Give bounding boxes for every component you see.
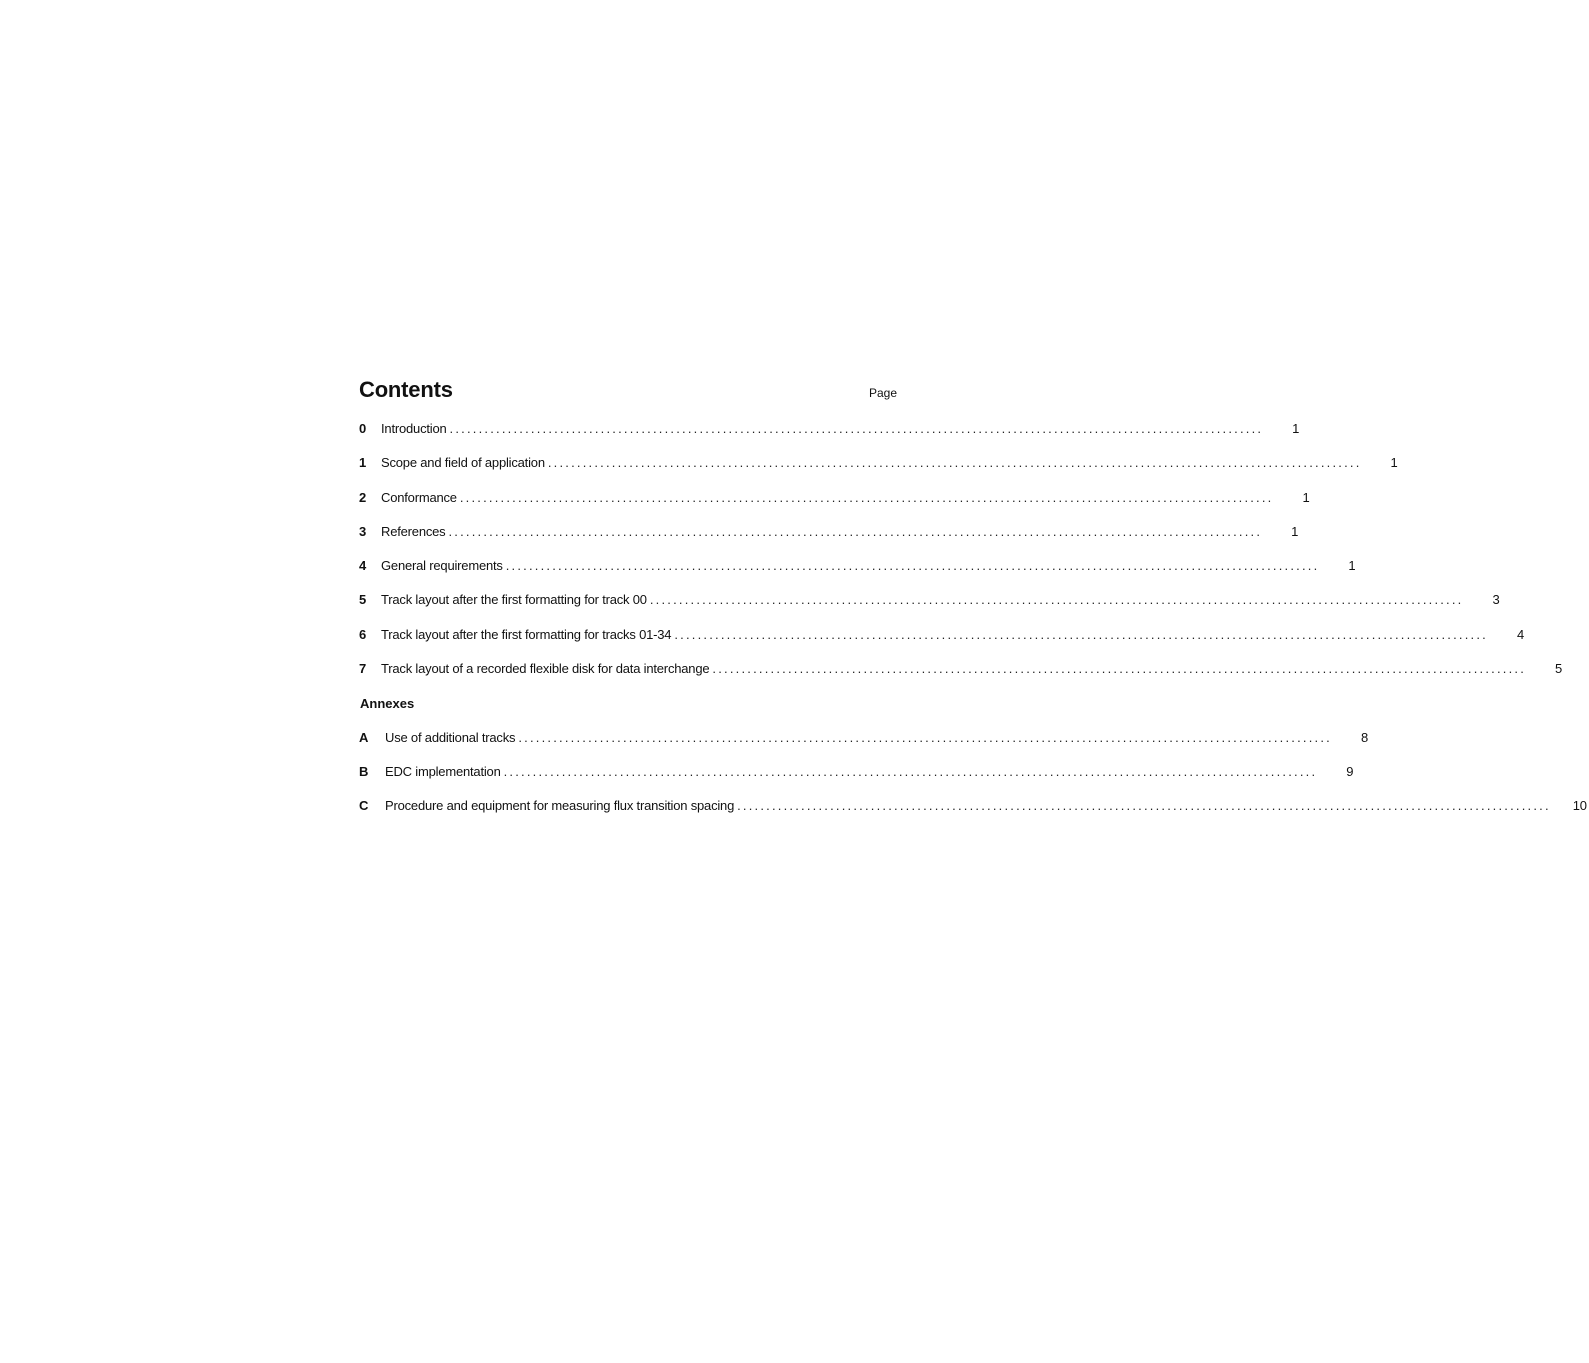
toc-entry-number: A [359,729,369,745]
toc-entry-page: 5 [1555,661,1563,677]
toc-entry-page: 1 [1292,421,1300,436]
toc-entry-number: 1 [359,455,367,471]
toc-entry-label: EDC implementation [385,763,501,779]
dot-leader: ............................................................................................................................................ [505,558,1320,574]
page-column-label: Page [868,386,897,400]
toc-entry-track-layout-01-34[interactable] [359,626,1524,661]
toc-entry-label: General requirements [381,558,503,574]
toc-entry-label: Use of additional tracks [385,729,516,745]
dot-leader: ............................................................................................................................................ [674,626,1488,642]
toc-entry-number: B [359,763,369,779]
toc-entry-page: 3 [1492,592,1500,608]
toc-entry-page: 4 [1516,626,1524,642]
toc-entry-label: Scope and field of application [381,455,545,471]
toc-entry-number: 0 [359,421,367,436]
toc-entry-label: Track layout after the first formatting for tracks 01-34 [381,626,672,642]
dot-leader: ............................................................................................................................................ [459,489,1274,505]
dot-leader: ............................................................................................................................................ [547,455,1362,471]
toc-entry-page: 1 [1348,558,1356,574]
toc-entry-page: 9 [1346,763,1354,779]
toc-entry-number: 7 [359,661,367,677]
annexes-heading: Annexes [360,696,415,712]
dot-leader: ............................................................................................................................................ [503,763,1318,779]
toc-entry-page: 1 [1302,489,1310,505]
toc-entry-number: 5 [359,592,367,608]
toc-entry-introduction[interactable] [359,421,1300,455]
table-of-contents [359,375,1587,833]
toc-entry-label: Conformance [381,489,457,505]
toc-entry-label: References [381,523,446,539]
toc-annex-a[interactable] [359,729,1368,764]
toc-entry-label: Introduction [381,421,447,436]
toc-entry-number: 2 [359,489,367,505]
toc-entry-track-layout-00[interactable] [359,592,1500,626]
toc-entry-references[interactable] [359,523,1299,558]
dot-leader: ............................................................................................................................................ [737,798,1551,814]
dot-leader: ............................................................................................................................................ [448,523,1263,539]
toc-annex-b[interactable] [359,763,1354,798]
dot-leader: ............................................................................................................................................ [712,661,1527,677]
toc-entry-page: 10 [1572,798,1587,814]
toc-entry-number: 6 [359,626,367,642]
toc-entry-number: C [359,798,369,814]
toc-entry-label: Procedure and equipment for measuring flux transition spacing [385,798,735,814]
toc-entry-page: 1 [1390,455,1398,471]
toc-entry-recorded-disk[interactable] [359,661,1563,695]
toc-entry-general-requirements[interactable] [359,558,1356,592]
toc-entry-scope[interactable] [359,455,1398,489]
toc-entry-number: 3 [359,523,367,539]
dot-leader: ............................................................................................................................................ [518,729,1332,745]
toc-entry-page: 1 [1291,523,1299,539]
dot-leader: ............................................................................................................................................ [649,592,1464,608]
dot-leader: ............................................................................................................................................ [449,421,1264,436]
toc-entry-label: Track layout of a recorded flexible disk for data interchange [381,661,710,677]
toc-entry-label: Track layout after the first formatting for track 00 [381,592,647,608]
toc-entry-conformance[interactable] [359,489,1310,524]
toc-annex-c[interactable] [359,798,1587,832]
toc-header [359,375,899,409]
page-title: Contents [359,377,453,402]
toc-entry-number: 4 [359,558,367,574]
toc-entry-page: 8 [1360,729,1368,745]
